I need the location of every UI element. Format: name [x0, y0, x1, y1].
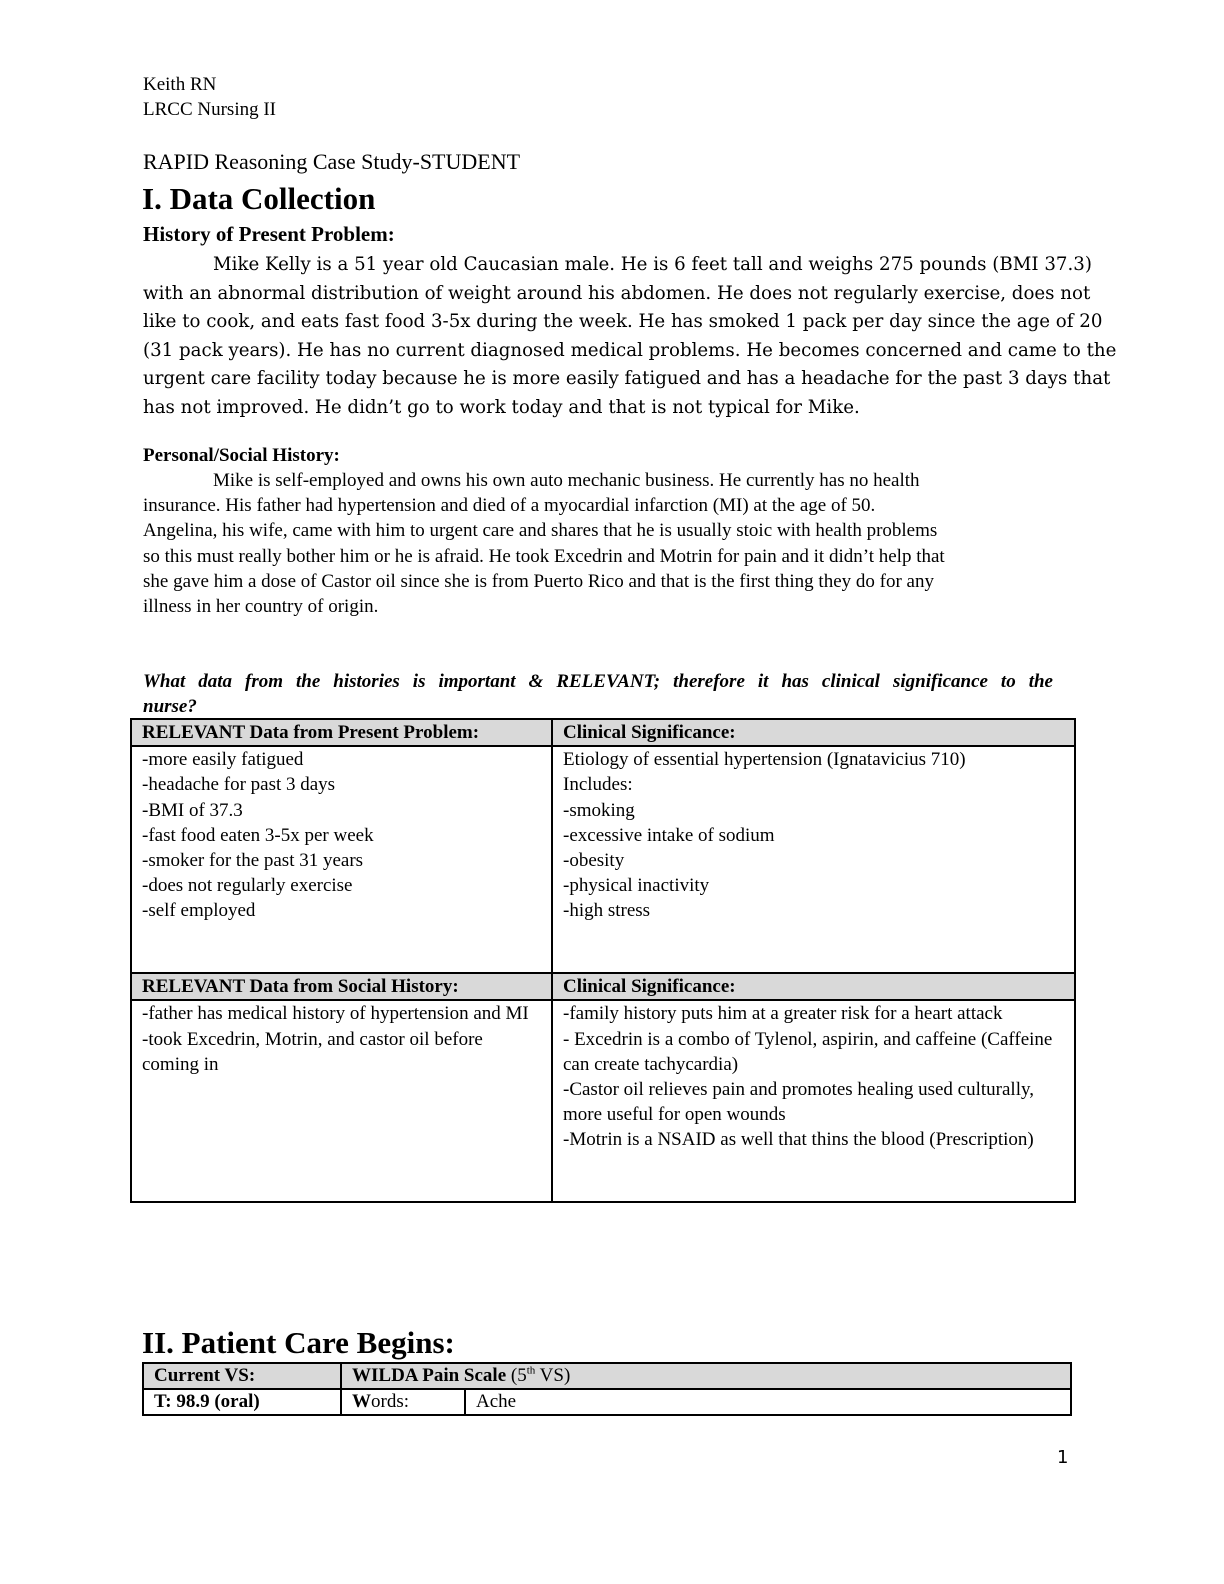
list-item: -BMI of 37.3 [142, 799, 243, 821]
personal-social-history-heading: Personal/Social History: [143, 445, 340, 466]
hpp-line: with an abnormal distribution of weight around his abdomen. He does not regularly exercise, does not [143, 282, 1091, 304]
list-item: - Excedrin is a combo of Tylenol, aspirin, and caffeine (Caffeine can create tachycardia) [563, 1028, 1053, 1075]
page-number: 1 [1057, 1447, 1069, 1468]
psh-line: Mike is self-employed and owns his own auto mechanic business. He currently has no health [213, 470, 920, 491]
hpp-line: (31 pack years). He has no current diagnosed medical problems. He becomes concerned and came to the [143, 339, 1117, 361]
list-item: -headache for past 3 days [142, 774, 336, 796]
hpp-line: like to cook, and eats fast food 3-5x during the week. He has smoked 1 pack per day since the age of 20 [143, 311, 1103, 333]
personal-social-history-text [143, 468, 1068, 619]
header-wilda-pain-scale [341, 1363, 1071, 1389]
header-clinical-significance: Clinical Significance: [552, 719, 1075, 746]
list-item: -smoking [563, 799, 635, 821]
psh-line: insurance. His father had hypertension and died of a myocardial infarction (MI) at the age of 50. [143, 495, 876, 517]
list-item: -high stress [563, 900, 651, 922]
psh-line: she gave him a dose of Castor oil since she is from Puerto Rico and that is the first thing they do for any [143, 570, 934, 592]
list-item: -Castor oil relieves pain and promotes healing used culturally, more useful for open wounds [563, 1079, 1035, 1126]
words-label-initial: W [352, 1391, 371, 1412]
section-2-heading: II. Patient Care Begins: [142, 1325, 455, 1360]
header-current-vs: Current VS: [143, 1363, 341, 1389]
list-item: -fast food eaten 3-5x per week [142, 824, 374, 846]
list-item: -took Excedrin, Motrin, and castor oil before coming in [142, 1028, 483, 1075]
document-title: RAPID Reasoning Case Study-STUDENT [143, 149, 521, 174]
question-line: What data from the histories is important & RELEVANT; therefore it has clinical significance to the [143, 671, 1053, 692]
header-clinical-significance: Clinical Significance: [552, 973, 1075, 1000]
course-line: LRCC Nursing II [143, 99, 276, 120]
psh-line: so this must really bother him or he is afraid. He took Excedrin and Motrin for pain and it didn’t help that [143, 545, 945, 567]
list-item: -father has medical history of hypertension and MI [142, 1003, 529, 1025]
list-item: -excessive intake of sodium [563, 824, 775, 846]
list-item: -physical inactivity [563, 875, 710, 897]
psh-line: illness in her country of origin. [143, 596, 379, 618]
list-item: -obesity [563, 850, 625, 872]
list-item: Etiology of essential hypertension (Ignatavicius 710) [563, 749, 966, 771]
list-item: -self employed [142, 900, 256, 922]
hpp-line: Mike Kelly is a 51 year old Caucasian male. He is 6 feet tall and weighs 275 pounds (BMI 37.3) [213, 254, 1092, 275]
hpp-line: has not improved. He didn’t go to work today and that is not typical for Mike. [143, 396, 860, 418]
psh-line: Angelina, his wife, came with him to urgent care and shares that he is usually stoic with health problems [143, 520, 938, 542]
list-item: -more easily fatigued [142, 749, 304, 771]
list-item: -smoker for the past 31 years [142, 850, 364, 872]
relevance-question [143, 669, 1053, 719]
section-1-heading: I. Data Collection [142, 181, 376, 216]
wilda-close: VS) [535, 1365, 571, 1386]
present-problem-cell [131, 746, 552, 973]
history-present-problem-text [143, 251, 1117, 423]
vital-signs-table [142, 1362, 1072, 1416]
relevant-data-table [130, 718, 1076, 1203]
list-item: -family history puts him at a greater risk for a heart attack [563, 1003, 1003, 1025]
words-label [341, 1389, 465, 1415]
author-line: Keith RN [143, 74, 217, 95]
history-present-problem-heading: History of Present Problem: [143, 222, 395, 246]
question-line: nurse? [143, 696, 197, 717]
clinical-significance-cell [552, 1000, 1075, 1202]
clinical-significance-cell [552, 746, 1075, 973]
words-label-rest: ords: [371, 1391, 409, 1412]
wilda-label: WILDA Pain Scale [352, 1365, 507, 1386]
wilda-sup: th [526, 1364, 536, 1377]
social-history-cell [131, 1000, 552, 1202]
header-relevant-social: RELEVANT Data from Social History: [131, 973, 552, 1000]
temperature-value: T: 98.9 (oral) [143, 1389, 341, 1415]
wilda-open: (5 [510, 1365, 527, 1386]
words-value: Ache [465, 1389, 1071, 1415]
list-item: -does not regularly exercise [142, 875, 353, 897]
list-item: Includes: [563, 774, 633, 796]
list-item: -Motrin is a NSAID as well that thins the blood (Prescription) [563, 1129, 1034, 1151]
hpp-line: urgent care facility today because he is more easily fatigued and has a headache for the past 3 days that [143, 368, 1111, 390]
header-relevant-present: RELEVANT Data from Present Problem: [131, 719, 552, 746]
